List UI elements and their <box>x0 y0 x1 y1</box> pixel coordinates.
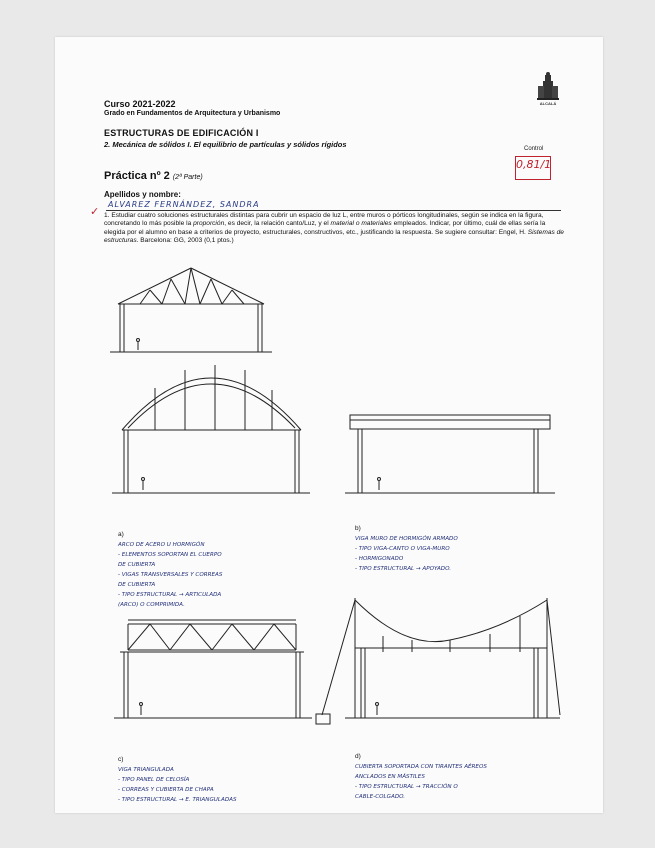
student-name: ALVAREZ FERNÁNDEZ, SANDRA <box>108 200 260 209</box>
answer-a-label: a) <box>118 531 124 538</box>
check-mark-icon: ✓ <box>90 206 100 218</box>
answer-d <box>355 742 585 802</box>
arch-drawing <box>112 365 310 493</box>
cable-stayed-drawing <box>316 598 560 724</box>
grade-value: 0,81/1 <box>516 158 552 171</box>
question-book: Sistemas de estructuras <box>104 228 564 245</box>
degree-name: Grado en Fundamentos de Arquitectura y Urbanismo <box>104 110 281 117</box>
question-part-a: Estudiar cuatro soluciones estructurales distintas para cubrir un espacio de luz L, entre muros o pórticos longitudinales, según se indica en la figura, concretando lo más posible la <box>104 212 544 228</box>
subject-title: ESTRUCTURAS DE EDIFICACIÓN I <box>104 128 259 138</box>
practica-subtitle: (2ª Parte) <box>172 174 203 181</box>
answer-d-label: d) <box>355 753 361 760</box>
answer-a-text: ARCO DE ACERO U HORMIGÓN - ELEMENTOS SOPORTAN EL CUERPO DE CUBIERTA - VIGAS TRANSVERSALES Y CORREAS DE CUBIERTA - TIPO ESTRUCTURAL → ARTICULADA (ARCO) O COMPRIMIDA. <box>118 542 223 608</box>
triangulated-beam-drawing <box>114 620 312 718</box>
logo-text: ALCALÁ <box>539 101 557 106</box>
question-part-c: empleados. Indicar, por último, cuál de ellas sería la elegida por el alumno en base a criterios de proyecto, estructurales, constructivos, etc., justificando la respuesta. Se sugiere consultar: Engel, H. <box>104 220 546 236</box>
question-number: 1. <box>104 212 110 219</box>
answer-c-label: c) <box>118 756 124 763</box>
wall-beam-drawing <box>345 415 555 493</box>
answer-d-text: CUBIERTA SOPORTADA CON TIRANTES AÉREOS ANCLADOS EN MÁSTILES - TIPO ESTRUCTURAL → TRACCIÓN O CABLE-COLGADO. <box>355 764 487 800</box>
answer-b <box>355 514 570 574</box>
control-label: Control <box>524 146 544 152</box>
topic-title: 2. Mecánica de sólidos I. El equilibrio de partículas y sólidos rígidos <box>104 140 347 149</box>
truss-roof-drawing <box>110 268 272 352</box>
answer-b-label: b) <box>355 525 361 532</box>
question-part-b: , es decir, la relación canto/Luz, y el <box>224 220 331 228</box>
answer-c-text: VIGA TRIANGULADA - TIPO PANEL DE CELOSÍA - CORREAS Y CUBIERTA DE CHAPA - TIPO ESTRUCTURAL → E. TRIANGULADAS <box>118 767 237 803</box>
answer-b-text: VIGA MURO DE HORMIGÓN ARMADO - TIPO VIGA-CANTO O VIGA-MURO - HORMIGONADO - TIPO ESTRUCTURAL → APOYADO. <box>355 536 458 572</box>
question-part-d: . Barcelona: GG, 2003 (0,1 ptos.) <box>136 237 234 245</box>
answer-a <box>118 520 333 610</box>
question-material: material o materiales <box>330 220 392 228</box>
course-year: Curso 2021-2022 <box>104 99 176 109</box>
practica-title-text: Práctica nº 2 <box>104 170 170 182</box>
answer-c <box>118 745 343 805</box>
name-label: Apellidos y nombre: <box>104 190 181 199</box>
question-proporcion: proporción <box>193 220 225 228</box>
